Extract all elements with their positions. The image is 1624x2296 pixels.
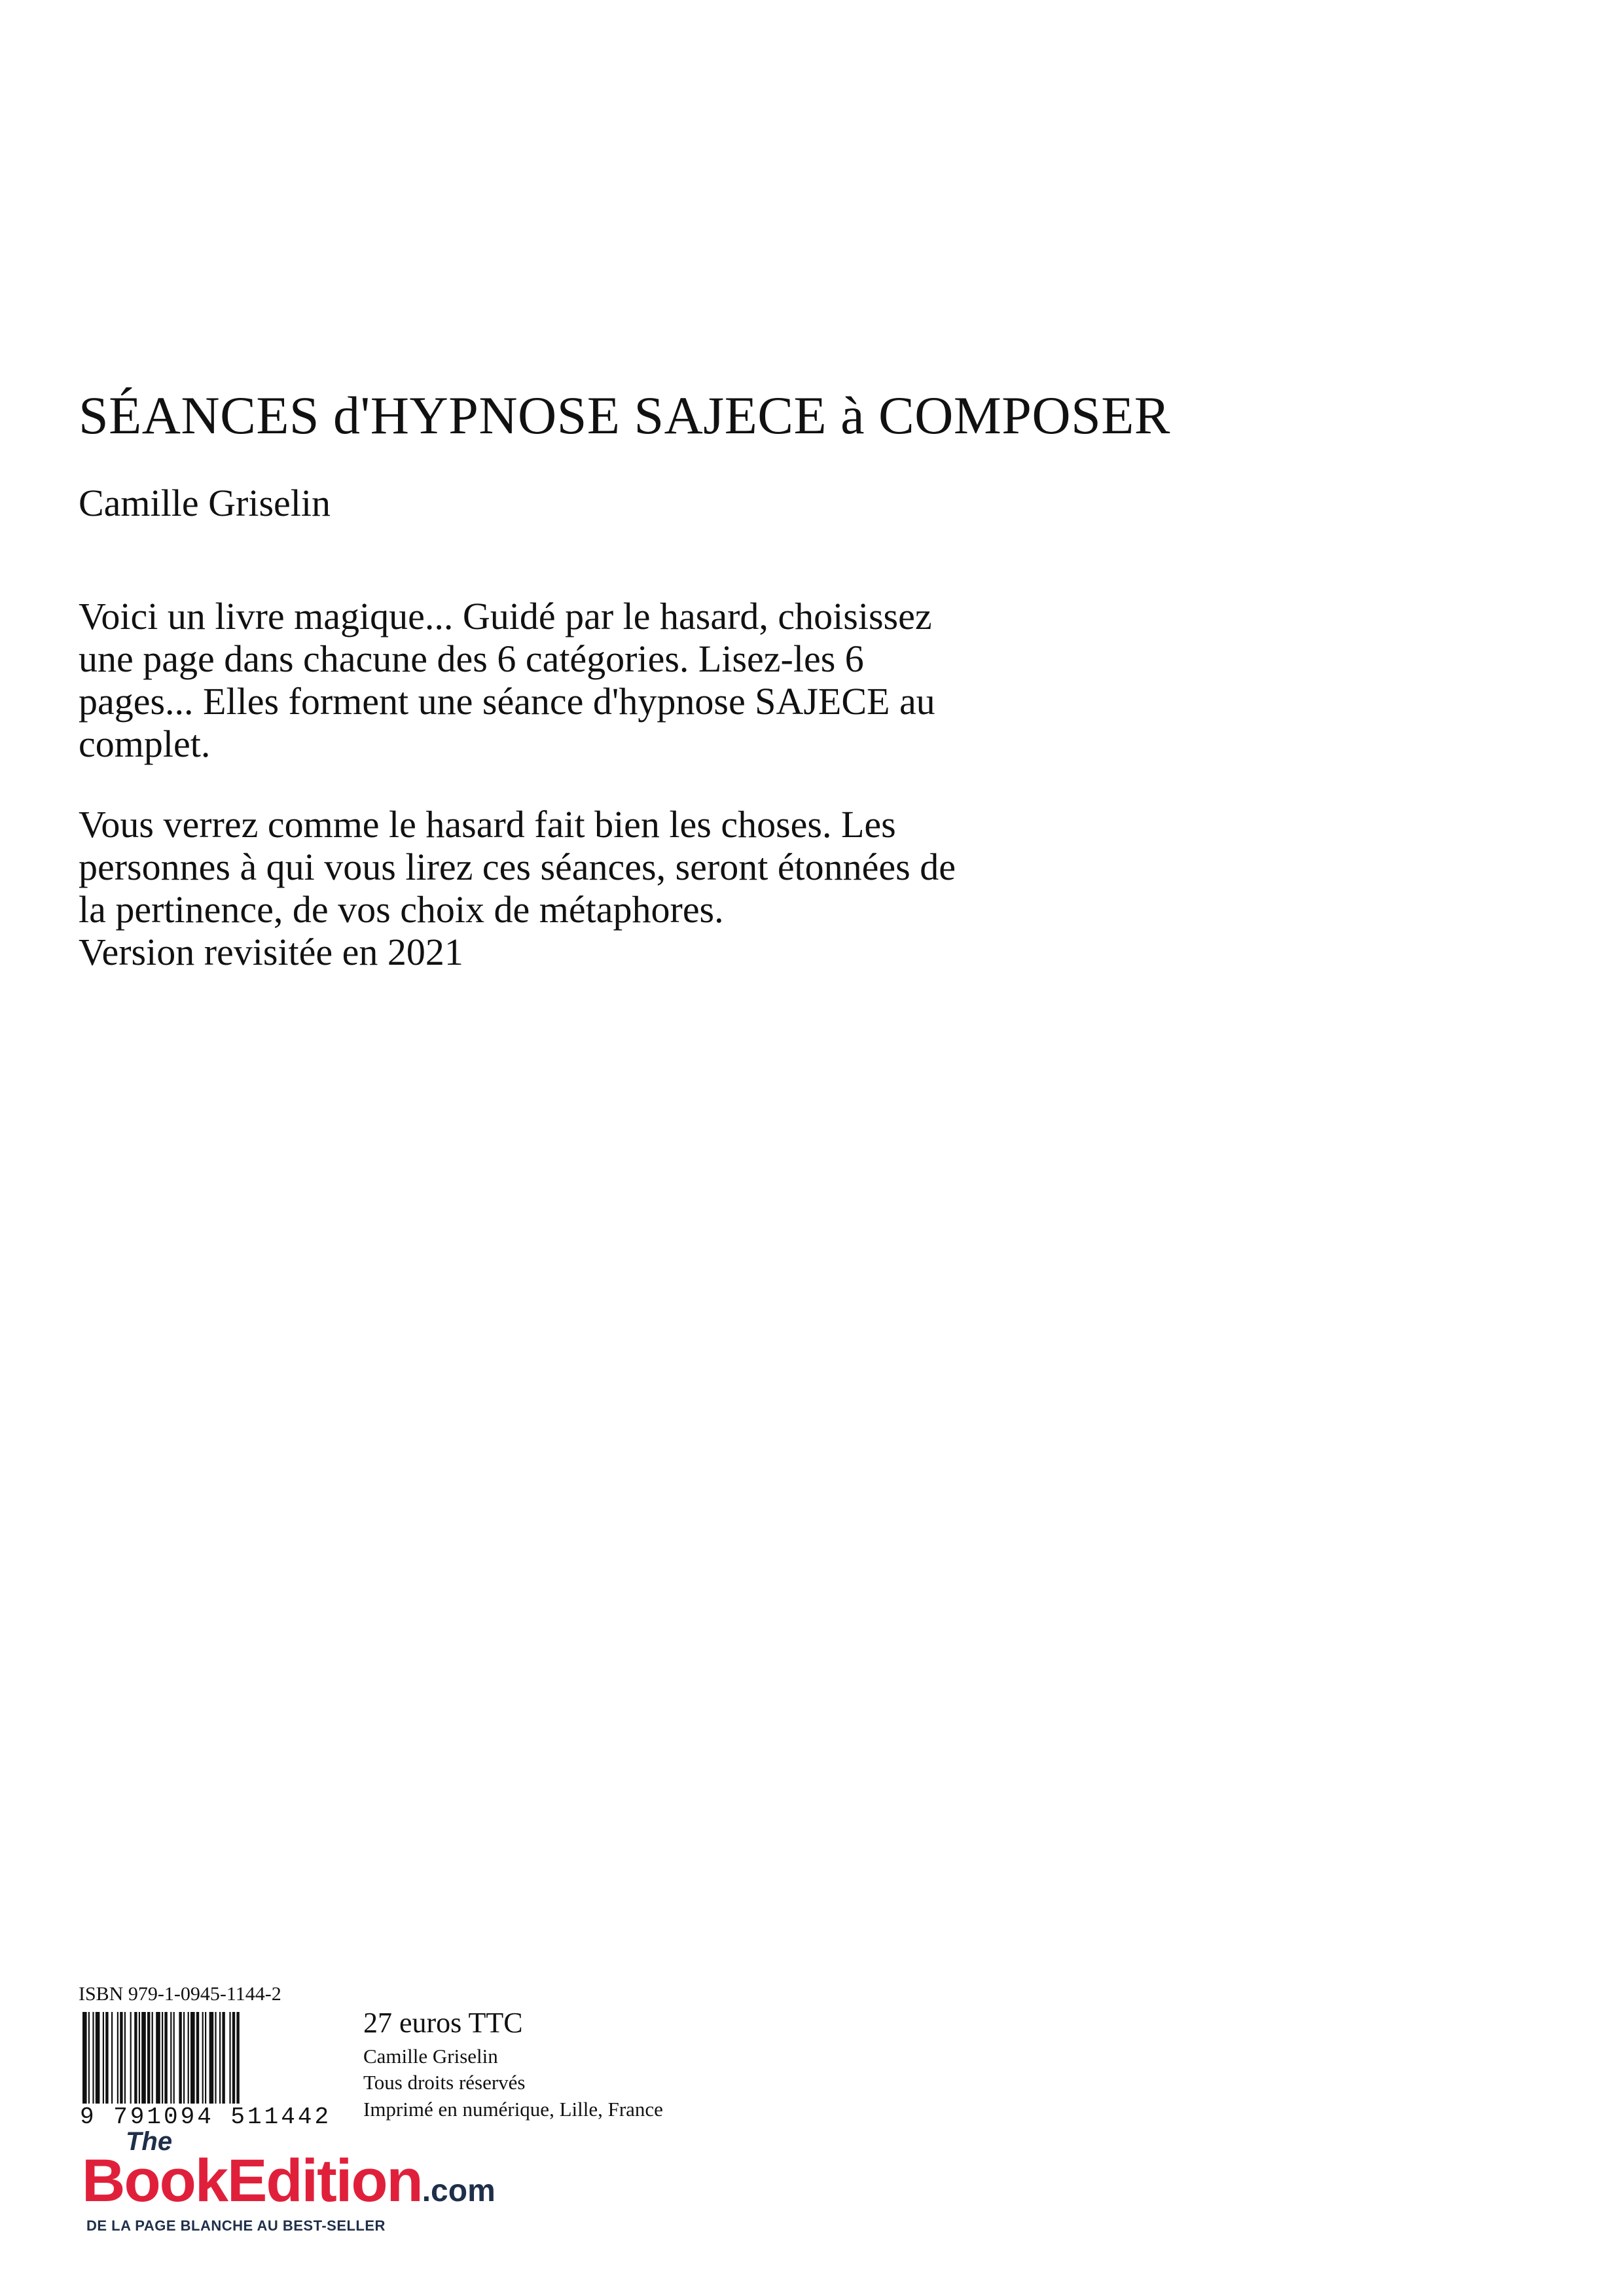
barcode-bar (170, 2012, 171, 2110)
barcode-bar (202, 2012, 204, 2110)
barcode-bar (179, 2012, 181, 2110)
logo-the: The (126, 2127, 173, 2156)
barcode-bar (164, 2012, 167, 2110)
imprint-rights: Tous droits réservés (363, 2071, 526, 2094)
barcode-bar (105, 2012, 108, 2110)
barcode-bar (139, 2012, 140, 2110)
barcode-bar (152, 2012, 153, 2110)
barcode-bar (215, 2012, 216, 2110)
barcode-bar (103, 2012, 104, 2110)
isbn-label: ISBN 979-1-0945-1144-2 (79, 1983, 281, 2005)
barcode-bar (141, 2012, 146, 2110)
barcode-bar (229, 2012, 230, 2110)
book-author: Camille Griselin (79, 482, 331, 524)
imprint-block (363, 2006, 663, 2123)
description-line: la pertinence, de vos choix de métaphores. (79, 888, 724, 931)
description-line: Voici un livre magique... Guidé par le hasard, choisissez (79, 595, 932, 637)
barcode-bar (173, 2012, 175, 2110)
logo-tagline: DE LA PAGE BLANCHE AU BEST-SELLER (86, 2217, 386, 2234)
barcode-bar (120, 2012, 122, 2110)
description-line: personnes à qui vous lirez ces séances, seront étonnées de (79, 845, 956, 888)
barcode-bar (222, 2012, 225, 2110)
isbn-block (79, 1983, 332, 2130)
logo-name: BookEdition (82, 2147, 422, 2214)
description-paragraph-2 (79, 804, 1231, 974)
barcode-bar (219, 2012, 221, 2110)
barcode-bar (130, 2012, 132, 2110)
imprint-author: Camille Griselin (363, 2045, 498, 2068)
description-line: complet. (79, 722, 211, 765)
logo-wordmark (82, 2147, 496, 2215)
barcode-bar (188, 2012, 189, 2110)
barcode-bar (156, 2012, 160, 2110)
barcode-bar (88, 2012, 90, 2110)
barcode-bar (82, 2012, 87, 2110)
barcode (79, 2012, 332, 2130)
book-title: SÉANCES d'HYPNOSE SAJECE à COMPOSER (79, 386, 1170, 445)
book-description (79, 596, 1231, 1012)
description-line: une page dans chacune des 6 catégories. Lisez-les 6 (79, 637, 864, 680)
barcode-bar (124, 2012, 126, 2110)
barcode-bar (196, 2012, 199, 2110)
barcode-bar (92, 2012, 94, 2110)
logo-suffix: .com (422, 2174, 496, 2208)
description-line: Vous verrez comme le hasard fait bien les choses. Les (79, 802, 896, 846)
publisher-logo (79, 2127, 496, 2245)
description-paragraph-1 (79, 596, 1231, 766)
barcode-bar (134, 2012, 137, 2110)
barcode-bar (111, 2012, 113, 2110)
imprint-printed: Imprimé en numérique, Lille, France (363, 2097, 663, 2121)
barcode-bar (205, 2012, 206, 2110)
description-line: pages... Elles forment une séance d'hypnose SAJECE au (79, 679, 935, 723)
price: 27 euros TTC (363, 2007, 523, 2039)
description-line: Version revisitée en 2021 (79, 930, 463, 973)
barcode-bar (232, 2012, 235, 2110)
barcode-bar (236, 2012, 239, 2110)
barcode-bar (183, 2012, 185, 2110)
barcode-bar (117, 2012, 118, 2110)
barcode-bar (209, 2012, 214, 2110)
barcode-bar (96, 2012, 100, 2110)
barcode-bar (162, 2012, 163, 2110)
barcode-bar (147, 2012, 150, 2110)
barcode-digits: 9 791094 511442 (80, 2104, 332, 2130)
barcode-bar (190, 2012, 195, 2110)
